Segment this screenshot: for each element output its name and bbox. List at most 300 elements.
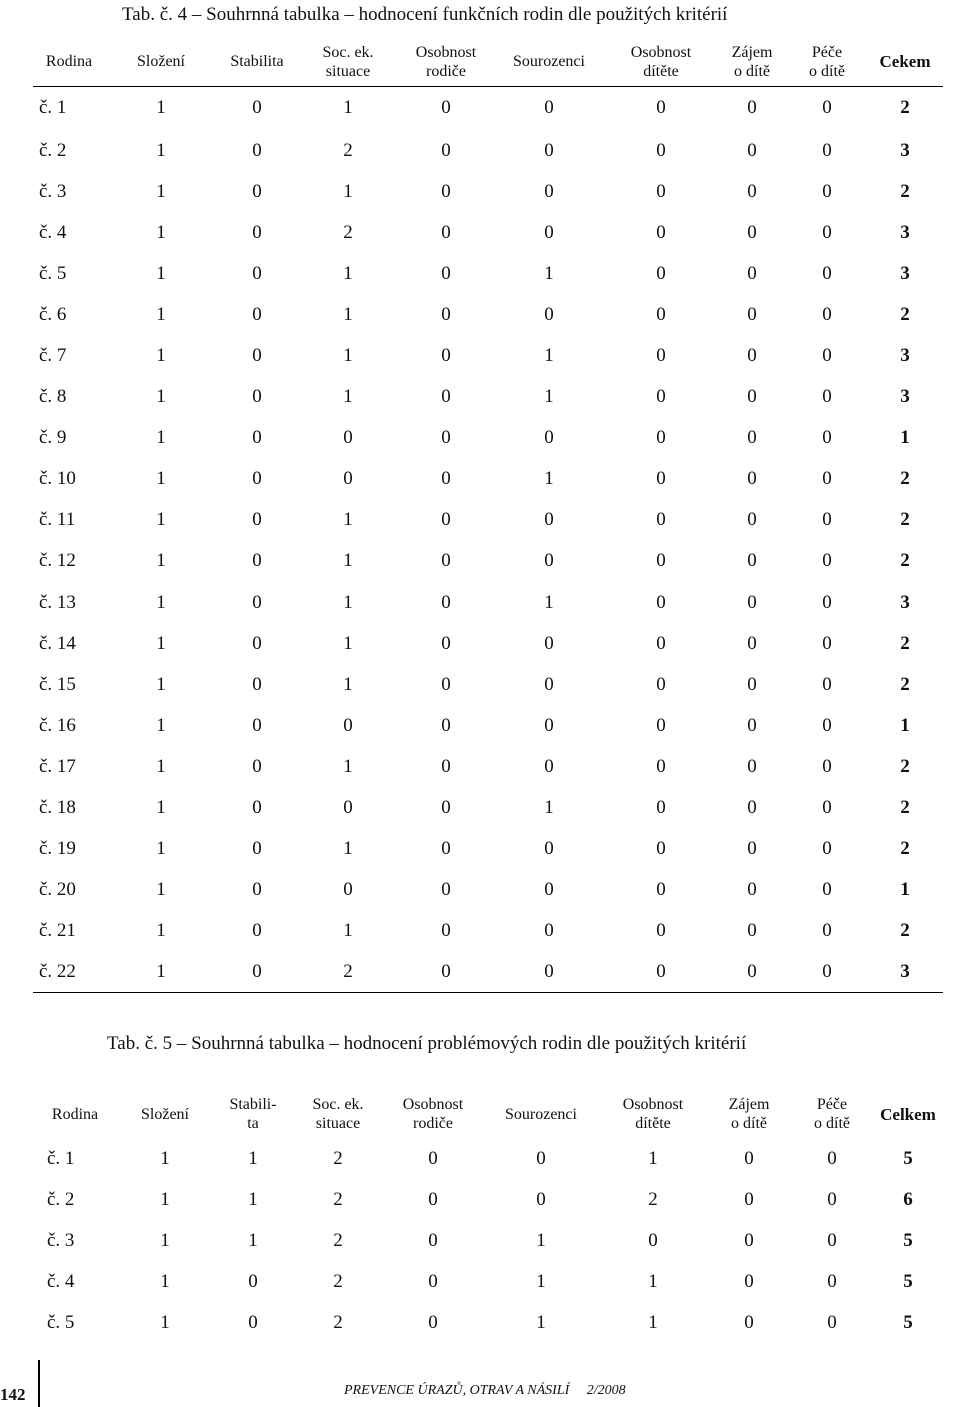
column-header-line: Péče — [811, 43, 843, 61]
page-number-divider — [38, 1360, 40, 1407]
table-5-body — [33, 1138, 943, 1343]
column-header-line: dítěte — [643, 62, 679, 80]
score-cell: 0 — [536, 1147, 546, 1169]
total-cell: 2 — [900, 97, 910, 119]
table-row — [33, 952, 943, 993]
score-cell: 0 — [822, 797, 832, 819]
score-cell: 1 — [343, 755, 353, 777]
running-footer — [344, 1383, 626, 1399]
score-cell: 0 — [252, 303, 262, 325]
score-cell: 0 — [343, 879, 353, 901]
score-cell: 0 — [747, 550, 757, 572]
table-row — [33, 623, 943, 664]
table-row — [33, 911, 943, 952]
score-cell: 1 — [648, 1147, 658, 1169]
score-cell: 0 — [544, 221, 554, 243]
family-id-cell: č. 5 — [39, 262, 67, 284]
column-header-line: Péče — [816, 1096, 848, 1113]
score-cell: 1 — [343, 386, 353, 408]
score-cell: 2 — [343, 139, 353, 161]
column-header — [105, 38, 217, 86]
score-cell: 0 — [544, 961, 554, 983]
score-cell: 0 — [822, 838, 832, 860]
score-cell: 1 — [160, 1270, 170, 1292]
score-cell: 0 — [441, 591, 451, 613]
family-id-cell: č. 4 — [39, 221, 67, 243]
score-cell: 0 — [822, 468, 832, 490]
column-header-line: Sourozenci — [513, 53, 585, 71]
score-cell: 0 — [747, 221, 757, 243]
score-cell: 1 — [544, 591, 554, 613]
score-cell: 0 — [827, 1147, 837, 1169]
score-cell: 0 — [441, 303, 451, 325]
total-cell: 3 — [900, 386, 910, 408]
total-cell: 3 — [900, 961, 910, 983]
score-cell: 1 — [156, 920, 166, 942]
total-cell: 2 — [900, 509, 910, 531]
column-header-line: Osobnost — [415, 43, 477, 61]
total-cell: 5 — [903, 1229, 913, 1251]
score-cell: 0 — [747, 468, 757, 490]
table-row — [33, 377, 943, 418]
score-cell: 0 — [827, 1188, 837, 1210]
score-cell: 0 — [656, 427, 666, 449]
score-cell: 1 — [544, 262, 554, 284]
score-cell: 0 — [656, 673, 666, 695]
score-cell: 1 — [248, 1147, 258, 1169]
total-cell: 2 — [900, 303, 910, 325]
total-cell: 3 — [900, 139, 910, 161]
column-header — [213, 1090, 293, 1138]
column-header-line: o dítě — [731, 1115, 767, 1132]
table-row — [33, 1138, 943, 1179]
score-cell: 0 — [343, 468, 353, 490]
score-cell: 0 — [656, 755, 666, 777]
score-cell: 0 — [656, 180, 666, 202]
total-cell: 2 — [900, 550, 910, 572]
table-5-caption: Tab. č. 5 – Souhrnná tabulka – hodnocení problémových rodin dle použitých kritérií — [107, 1033, 747, 1054]
column-header — [605, 38, 717, 86]
table-4-caption: Tab. č. 4 – Souhrnná tabulka – hodnocení funkčních rodin dle použitých kritérií — [122, 4, 728, 25]
table-row — [33, 459, 943, 500]
score-cell: 1 — [343, 509, 353, 531]
score-cell: 0 — [252, 714, 262, 736]
family-id-cell: č. 5 — [47, 1311, 75, 1333]
family-id-cell: č. 3 — [47, 1229, 75, 1251]
score-cell: 0 — [747, 303, 757, 325]
score-cell: 0 — [656, 139, 666, 161]
family-id-cell: č. 2 — [39, 139, 67, 161]
table-row — [33, 418, 943, 459]
column-header — [33, 38, 105, 86]
total-cell: 2 — [900, 632, 910, 654]
score-cell: 1 — [343, 550, 353, 572]
score-cell: 1 — [156, 632, 166, 654]
column-header — [483, 1090, 599, 1138]
column-header — [217, 38, 297, 86]
score-cell: 1 — [160, 1229, 170, 1251]
score-cell: 0 — [822, 879, 832, 901]
column-header-line: Osobnost — [402, 1096, 464, 1113]
score-cell: 0 — [428, 1188, 438, 1210]
table-row — [33, 664, 943, 705]
score-cell: 0 — [248, 1311, 258, 1333]
score-cell: 0 — [441, 139, 451, 161]
score-cell: 0 — [252, 673, 262, 695]
family-id-cell: č. 1 — [39, 97, 67, 119]
score-cell: 1 — [156, 591, 166, 613]
score-cell: 2 — [648, 1188, 658, 1210]
score-cell: 0 — [827, 1270, 837, 1292]
column-header-line: Stabilita — [230, 53, 284, 71]
column-header — [791, 1090, 873, 1138]
score-cell: 0 — [441, 180, 451, 202]
score-cell: 1 — [156, 345, 166, 367]
column-header-line: Osobnost — [622, 1096, 684, 1113]
score-cell: 0 — [656, 97, 666, 119]
score-cell: 1 — [156, 714, 166, 736]
score-cell: 1 — [343, 632, 353, 654]
table-row — [33, 746, 943, 787]
score-cell: 0 — [252, 632, 262, 654]
score-cell: 0 — [441, 714, 451, 736]
family-id-cell: č. 18 — [39, 797, 76, 819]
column-header-line: Soc. ek. — [322, 43, 374, 61]
score-cell: 0 — [822, 961, 832, 983]
score-cell: 0 — [744, 1311, 754, 1333]
total-cell: 2 — [900, 673, 910, 695]
column-header — [399, 38, 493, 86]
column-header — [787, 38, 867, 86]
table-row — [33, 582, 943, 623]
family-id-cell: č. 6 — [39, 303, 67, 325]
total-cell: 3 — [900, 345, 910, 367]
score-cell: 1 — [536, 1311, 546, 1333]
total-cell: 5 — [903, 1147, 913, 1169]
score-cell: 1 — [544, 797, 554, 819]
score-cell: 0 — [656, 509, 666, 531]
score-cell: 1 — [544, 468, 554, 490]
family-id-cell: č. 11 — [39, 509, 76, 531]
score-cell: 0 — [441, 386, 451, 408]
table-4-body — [33, 86, 943, 993]
column-header-line: dítěte — [635, 1115, 671, 1132]
score-cell: 0 — [441, 509, 451, 531]
score-cell: 1 — [343, 180, 353, 202]
score-cell: 0 — [747, 755, 757, 777]
score-cell: 1 — [160, 1188, 170, 1210]
score-cell: 1 — [536, 1229, 546, 1251]
score-cell: 1 — [544, 386, 554, 408]
score-cell: 1 — [160, 1311, 170, 1333]
score-cell: 0 — [747, 427, 757, 449]
total-cell: 3 — [900, 591, 910, 613]
score-cell: 0 — [252, 468, 262, 490]
score-cell: 1 — [536, 1270, 546, 1292]
score-cell: 0 — [441, 221, 451, 243]
score-cell: 1 — [156, 221, 166, 243]
score-cell: 1 — [343, 262, 353, 284]
total-cell: 1 — [900, 714, 910, 736]
table-row — [33, 500, 943, 541]
score-cell: 0 — [252, 427, 262, 449]
score-cell: 0 — [827, 1229, 837, 1251]
score-cell: 0 — [252, 591, 262, 613]
score-cell: 1 — [343, 673, 353, 695]
table-row — [33, 870, 943, 911]
family-id-cell: č. 7 — [39, 345, 67, 367]
score-cell: 2 — [333, 1311, 343, 1333]
column-header-line: Cekem — [879, 52, 931, 72]
table-row — [33, 1220, 943, 1261]
score-cell: 1 — [343, 920, 353, 942]
total-cell: 2 — [900, 797, 910, 819]
total-cell: 3 — [900, 221, 910, 243]
table-row — [33, 130, 943, 171]
table-4-header-row — [33, 38, 943, 86]
score-cell: 1 — [156, 139, 166, 161]
column-header-line: Rodina — [45, 53, 93, 71]
score-cell: 1 — [343, 591, 353, 613]
score-cell: 2 — [333, 1188, 343, 1210]
score-cell: 0 — [441, 262, 451, 284]
score-cell: 0 — [822, 632, 832, 654]
score-cell: 0 — [441, 632, 451, 654]
score-cell: 0 — [544, 550, 554, 572]
table-row — [33, 86, 943, 130]
family-id-cell: č. 12 — [39, 550, 76, 572]
total-cell: 2 — [900, 755, 910, 777]
issue-number: 2/2008 — [586, 1383, 626, 1398]
score-cell: 0 — [822, 509, 832, 531]
score-cell: 0 — [428, 1311, 438, 1333]
column-header — [297, 38, 399, 86]
score-cell: 1 — [343, 97, 353, 119]
score-cell: 0 — [747, 838, 757, 860]
score-cell: 0 — [747, 345, 757, 367]
family-id-cell: č. 14 — [39, 632, 76, 654]
score-cell: 0 — [822, 97, 832, 119]
score-cell: 0 — [544, 838, 554, 860]
table-row — [33, 1261, 943, 1302]
family-id-cell: č. 8 — [39, 386, 67, 408]
column-header-line: Rodina — [51, 1105, 99, 1123]
score-cell: 0 — [544, 97, 554, 119]
score-cell: 2 — [343, 961, 353, 983]
score-cell: 0 — [252, 838, 262, 860]
score-cell: 0 — [656, 386, 666, 408]
column-header-line: Celkem — [880, 1104, 936, 1124]
score-cell: 0 — [252, 97, 262, 119]
score-cell: 0 — [252, 879, 262, 901]
score-cell: 0 — [252, 139, 262, 161]
column-header-line: Soc. ek. — [312, 1096, 364, 1113]
score-cell: 0 — [252, 550, 262, 572]
score-cell: 0 — [544, 632, 554, 654]
total-cell: 5 — [903, 1311, 913, 1333]
column-header-line: Stabili- — [229, 1096, 277, 1113]
table-row — [33, 294, 943, 335]
family-id-cell: č. 21 — [39, 920, 76, 942]
score-cell: 0 — [544, 755, 554, 777]
total-cell: 5 — [903, 1270, 913, 1292]
score-cell: 0 — [544, 673, 554, 695]
score-cell: 0 — [252, 345, 262, 367]
column-header — [293, 1090, 383, 1138]
score-cell: 0 — [656, 714, 666, 736]
score-cell: 2 — [333, 1147, 343, 1169]
column-header — [717, 38, 787, 86]
column-header-line: Složení — [141, 1105, 189, 1123]
column-header-line: o dítě — [734, 62, 770, 80]
score-cell: 0 — [747, 262, 757, 284]
score-cell: 0 — [747, 386, 757, 408]
table-row — [33, 1302, 943, 1343]
table-row — [33, 335, 943, 376]
column-header — [707, 1090, 791, 1138]
column-header-line: ta — [247, 1115, 259, 1132]
family-id-cell: č. 16 — [39, 714, 76, 736]
score-cell: 0 — [252, 180, 262, 202]
column-header — [867, 38, 943, 86]
score-cell: 0 — [544, 920, 554, 942]
score-cell: 1 — [156, 262, 166, 284]
score-cell: 0 — [248, 1270, 258, 1292]
score-cell: 0 — [536, 1188, 546, 1210]
family-id-cell: č. 10 — [39, 468, 76, 490]
score-cell: 1 — [156, 550, 166, 572]
score-cell: 0 — [822, 139, 832, 161]
score-cell: 0 — [441, 838, 451, 860]
column-header — [383, 1090, 483, 1138]
score-cell: 0 — [252, 221, 262, 243]
score-cell: 0 — [747, 961, 757, 983]
column-header-line: Sourozenci — [505, 1105, 577, 1123]
score-cell: 1 — [156, 427, 166, 449]
table-row — [33, 212, 943, 253]
score-cell: 0 — [252, 262, 262, 284]
score-cell: 1 — [343, 345, 353, 367]
score-cell: 0 — [744, 1147, 754, 1169]
score-cell: 1 — [343, 838, 353, 860]
score-cell: 0 — [747, 139, 757, 161]
score-cell: 2 — [343, 221, 353, 243]
score-cell: 0 — [441, 345, 451, 367]
score-cell: 0 — [747, 879, 757, 901]
score-cell: 1 — [156, 468, 166, 490]
total-cell: 1 — [900, 879, 910, 901]
score-cell: 0 — [822, 303, 832, 325]
score-cell: 0 — [747, 920, 757, 942]
score-cell: 1 — [248, 1229, 258, 1251]
family-id-cell: č. 4 — [47, 1270, 75, 1292]
score-cell: 0 — [441, 468, 451, 490]
score-cell: 0 — [822, 180, 832, 202]
score-cell: 1 — [343, 303, 353, 325]
family-id-cell: č. 15 — [39, 673, 76, 695]
score-cell: 0 — [656, 797, 666, 819]
column-header-line: o dítě — [814, 1115, 850, 1132]
score-cell: 0 — [656, 920, 666, 942]
score-cell: 0 — [252, 386, 262, 408]
score-cell: 0 — [544, 180, 554, 202]
score-cell: 0 — [822, 920, 832, 942]
family-id-cell: č. 1 — [47, 1147, 75, 1169]
score-cell: 0 — [544, 303, 554, 325]
score-cell: 0 — [441, 797, 451, 819]
journal-title: PREVENCE ÚRAZŮ, OTRAV A NÁSILÍ — [344, 1383, 570, 1398]
score-cell: 0 — [656, 221, 666, 243]
score-cell: 0 — [428, 1147, 438, 1169]
score-cell: 0 — [544, 879, 554, 901]
score-cell: 0 — [428, 1229, 438, 1251]
score-cell: 0 — [656, 961, 666, 983]
score-cell: 0 — [252, 797, 262, 819]
family-id-cell: č. 20 — [39, 879, 76, 901]
score-cell: 0 — [822, 386, 832, 408]
score-cell: 0 — [656, 345, 666, 367]
score-cell: 0 — [822, 345, 832, 367]
score-cell: 1 — [156, 755, 166, 777]
score-cell: 0 — [441, 920, 451, 942]
score-cell: 0 — [822, 755, 832, 777]
score-cell: 1 — [156, 386, 166, 408]
total-cell: 2 — [900, 180, 910, 202]
score-cell: 0 — [441, 755, 451, 777]
score-cell: 0 — [747, 591, 757, 613]
table-row — [33, 705, 943, 746]
score-cell: 1 — [156, 961, 166, 983]
score-cell: 0 — [441, 550, 451, 572]
score-cell: 2 — [333, 1270, 343, 1292]
table-5-header-row — [33, 1090, 943, 1138]
score-cell: 0 — [544, 714, 554, 736]
column-header-line: situace — [315, 1115, 361, 1132]
table-row — [33, 253, 943, 294]
score-cell: 1 — [248, 1188, 258, 1210]
family-id-cell: č. 22 — [39, 961, 76, 983]
score-cell: 0 — [544, 139, 554, 161]
score-cell: 0 — [747, 714, 757, 736]
score-cell: 0 — [822, 262, 832, 284]
score-cell: 0 — [747, 797, 757, 819]
family-id-cell: č. 13 — [39, 591, 76, 613]
score-cell: 0 — [656, 632, 666, 654]
score-cell: 2 — [333, 1229, 343, 1251]
column-header-line: Složení — [137, 53, 185, 71]
score-cell: 0 — [822, 221, 832, 243]
table-row — [33, 541, 943, 582]
score-cell: 0 — [252, 920, 262, 942]
score-cell: 0 — [252, 509, 262, 531]
family-id-cell: č. 3 — [39, 180, 67, 202]
score-cell: 0 — [822, 550, 832, 572]
score-cell: 0 — [656, 879, 666, 901]
score-cell: 0 — [747, 180, 757, 202]
column-header-line: rodiče — [413, 1115, 453, 1132]
score-cell: 0 — [747, 97, 757, 119]
score-cell: 1 — [648, 1311, 658, 1333]
page-number: 142 — [0, 1385, 26, 1404]
column-header — [873, 1090, 943, 1138]
score-cell: 0 — [343, 797, 353, 819]
score-cell: 0 — [656, 591, 666, 613]
table-5-problem-families — [33, 1090, 943, 1343]
column-header-line: Zájem — [731, 43, 773, 61]
score-cell: 0 — [441, 97, 451, 119]
score-cell: 0 — [544, 427, 554, 449]
column-header-line: o dítě — [809, 62, 845, 80]
